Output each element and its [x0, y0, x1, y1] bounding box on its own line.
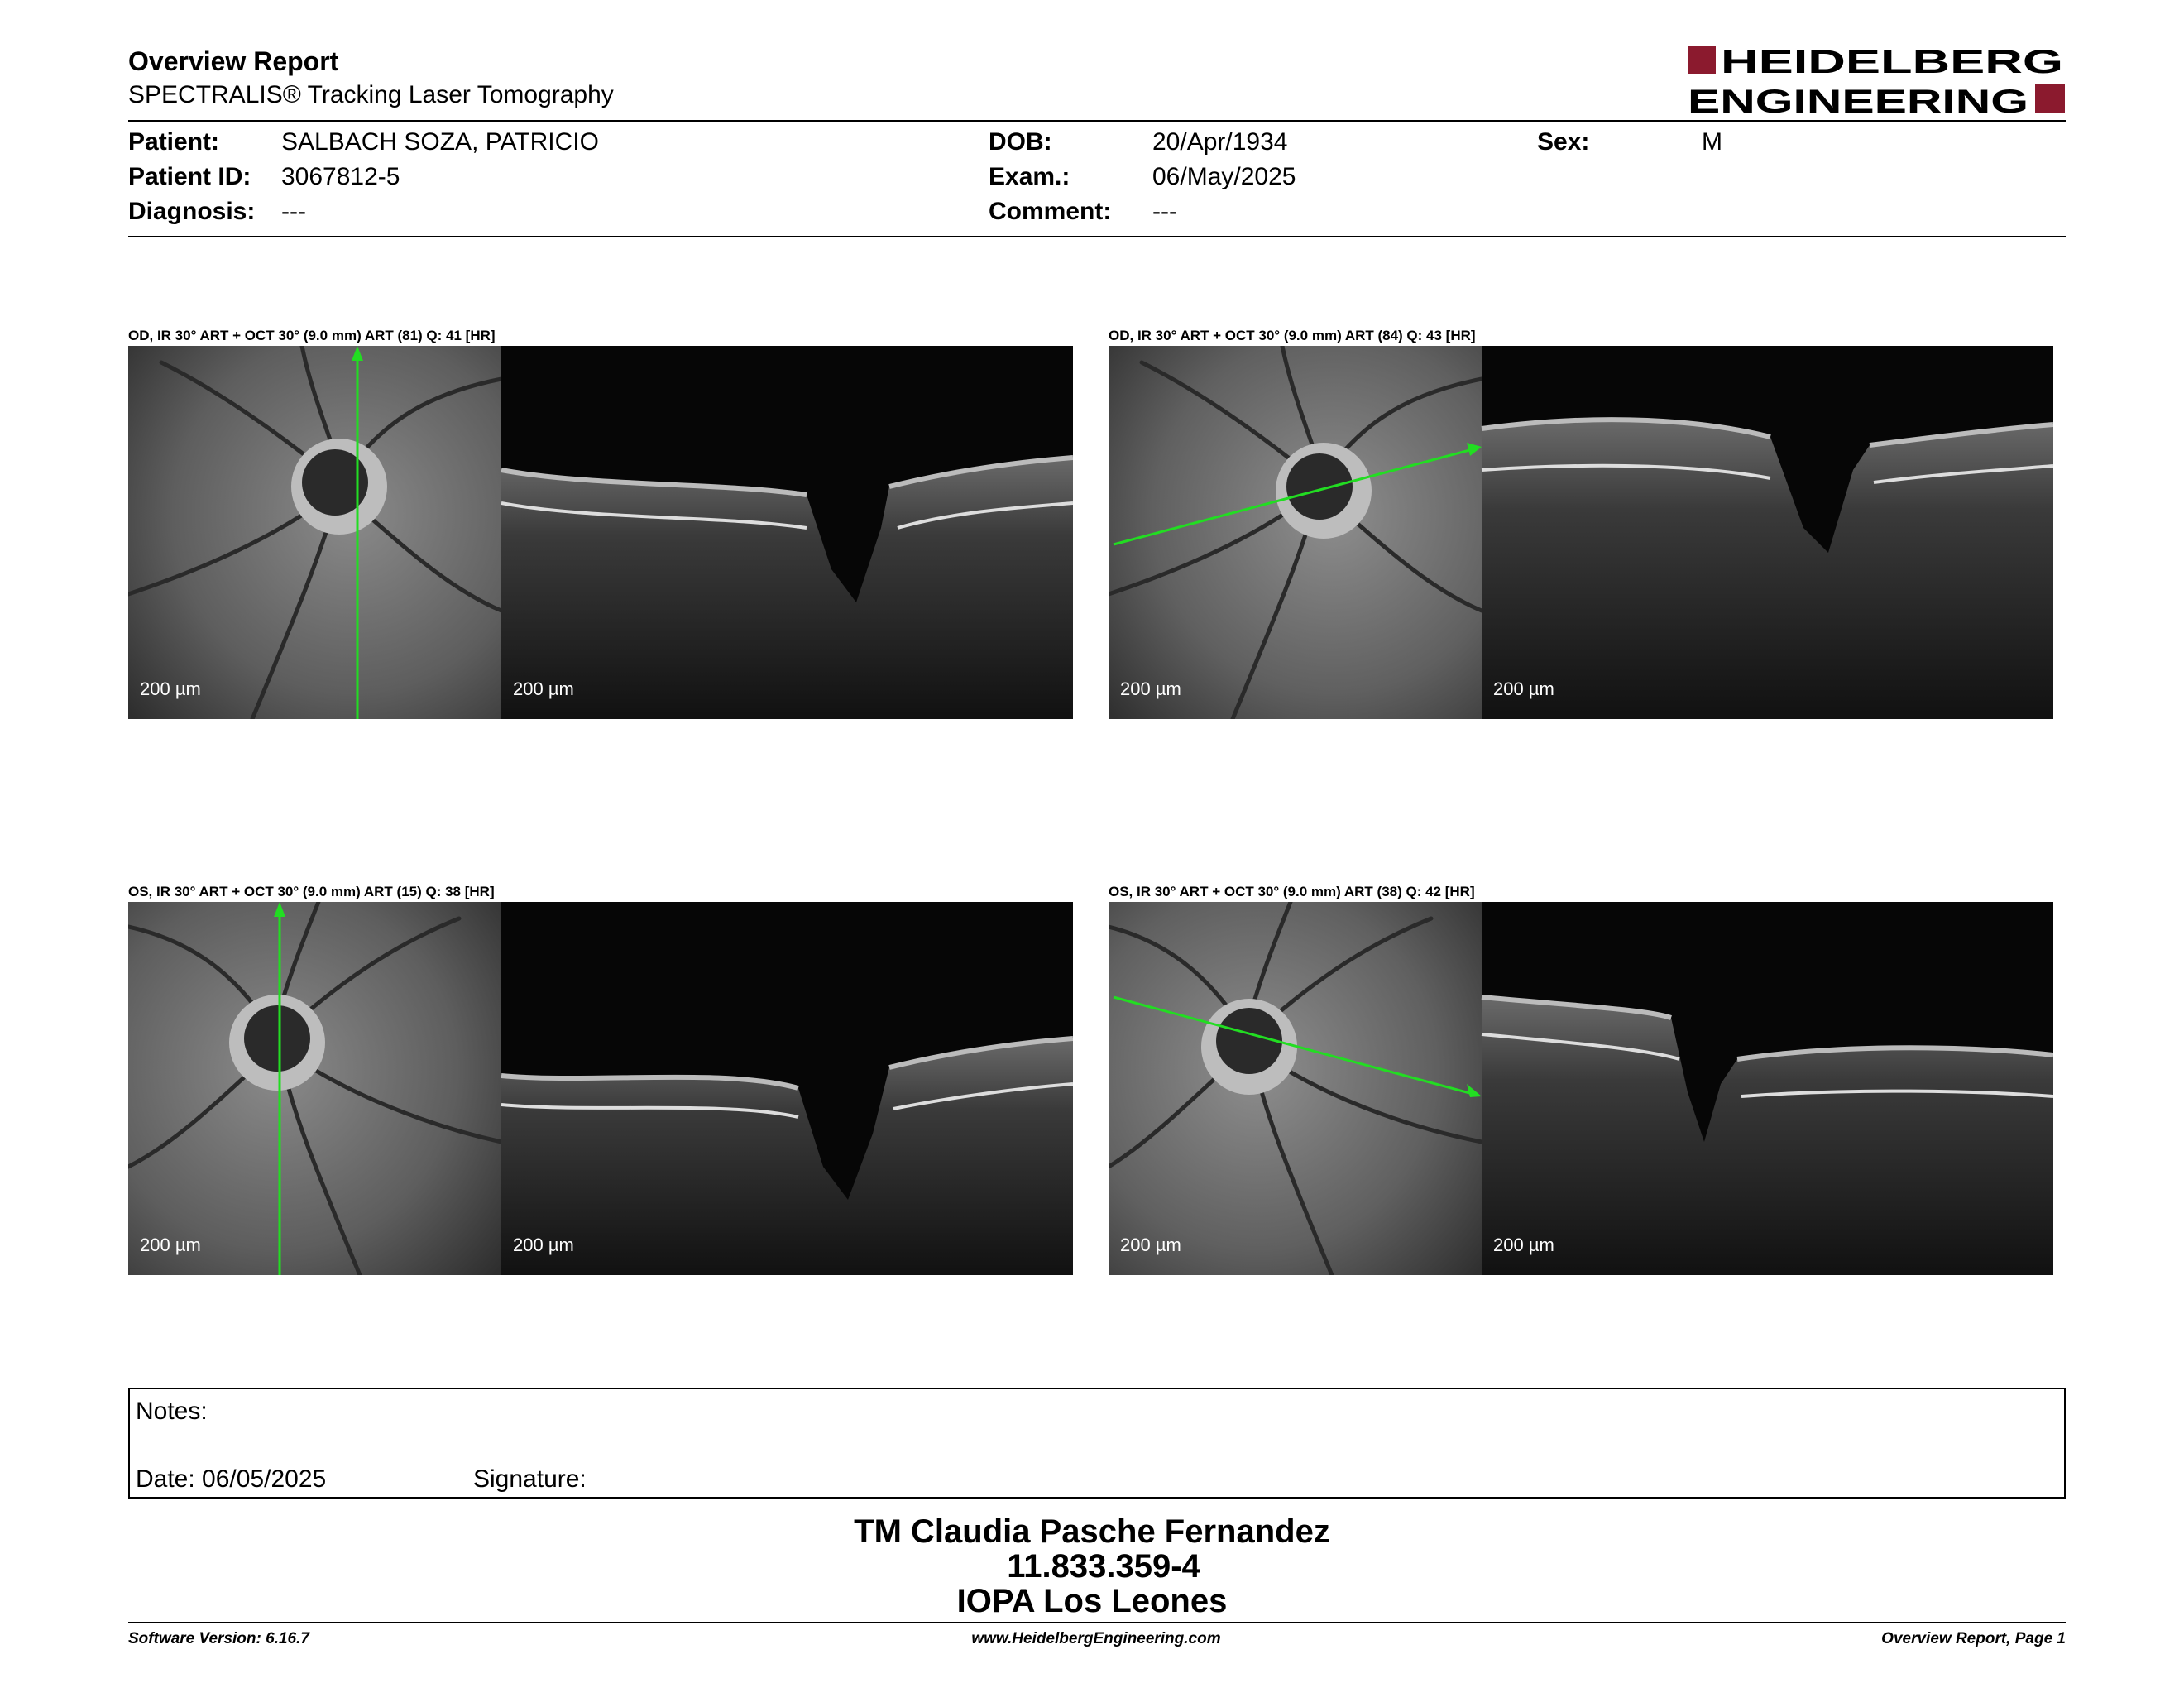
signature-label: Signature: [473, 1465, 587, 1493]
software-version: Software Version: 6.16.7 [128, 1630, 309, 1647]
oct-bscan-image [1482, 902, 2053, 1275]
report-title: Overview Report [128, 46, 339, 76]
patient-id-value: 3067812-5 [281, 163, 400, 190]
fundus-image [128, 346, 501, 719]
comment-value: --- [1152, 198, 1177, 225]
website-link[interactable]: www.HeidelbergEngineering.com [971, 1630, 1221, 1647]
signatory-name: TM Claudia Pasche Fernandez [854, 1513, 1330, 1550]
fundus-image [128, 902, 501, 1275]
notes-label: Notes: [136, 1398, 208, 1425]
exam-label: Exam.: [989, 163, 1070, 190]
scan-panel [128, 902, 1073, 1275]
diagnosis-label: Diagnosis: [128, 198, 256, 225]
oct-scale-bar: 200 µm [1493, 1235, 1554, 1255]
diagnosis-value: --- [281, 198, 306, 225]
comment-label: Comment: [989, 198, 1112, 225]
date-label: Date: 06/05/2025 [136, 1465, 327, 1493]
patient-rule [128, 236, 2066, 237]
scan-title: OS, IR 30° ART + OCT 30° (9.0 mm) ART (15) Q: 38 [HR] [128, 884, 495, 899]
sex-label: Sex: [1537, 128, 1590, 156]
scan-panel [1109, 346, 2053, 719]
patient-label: Patient: [128, 128, 220, 156]
exam-value: 06/May/2025 [1152, 163, 1296, 190]
patient-id-label: Patient ID: [128, 163, 251, 190]
scan-title: OD, IR 30° ART + OCT 30° (9.0 mm) ART (81) Q: 41 [HR] [128, 328, 496, 343]
svg-text:HEIDELBERG: HEIDELBERG [1721, 44, 2063, 80]
oct-bscan-image [501, 346, 1073, 719]
header-rule [128, 120, 2066, 122]
patient-name: SALBACH SOZA, PATRICIO [281, 128, 599, 156]
fundus-scale-bar: 200 µm [1120, 679, 1181, 699]
scan-panel [128, 346, 1073, 719]
scan-panel [1109, 902, 2053, 1275]
scan-title: OD, IR 30° ART + OCT 30° (9.0 mm) ART (84) Q: 43 [HR] [1109, 328, 1476, 343]
oct-bscan-image [501, 902, 1073, 1275]
fundus-scale-bar: 200 µm [140, 679, 201, 699]
oct-bscan-image [1482, 346, 2053, 719]
oct-scale-bar: 200 µm [513, 679, 574, 699]
fundus-scale-bar: 200 µm [1120, 1235, 1181, 1255]
heidelberg-logo [1688, 43, 2065, 117]
fundus-scale-bar: 200 µm [140, 1235, 201, 1255]
signatory-institution: IOPA Los Leones [956, 1583, 1228, 1619]
page-number: Overview Report, Page 1 [1881, 1630, 2066, 1647]
svg-text:ENGINEERING: ENGINEERING [1688, 84, 2028, 117]
notes-box [128, 1388, 2066, 1499]
oct-scale-bar: 200 µm [513, 1235, 574, 1255]
dob-label: DOB: [989, 128, 1052, 156]
sex-value: M [1702, 128, 1722, 156]
scan-title: OS, IR 30° ART + OCT 30° (9.0 mm) ART (38) Q: 42 [HR] [1109, 884, 1475, 899]
signatory-id: 11.833.359-4 [1007, 1548, 1200, 1585]
fundus-image [1109, 346, 1482, 719]
fundus-image [1109, 902, 1482, 1275]
dob-value: 20/Apr/1934 [1152, 128, 1288, 156]
oct-scale-bar: 200 µm [1493, 679, 1554, 699]
footer-rule [128, 1622, 2066, 1623]
report-subtitle: SPECTRALIS® Tracking Laser Tomography [128, 81, 614, 108]
